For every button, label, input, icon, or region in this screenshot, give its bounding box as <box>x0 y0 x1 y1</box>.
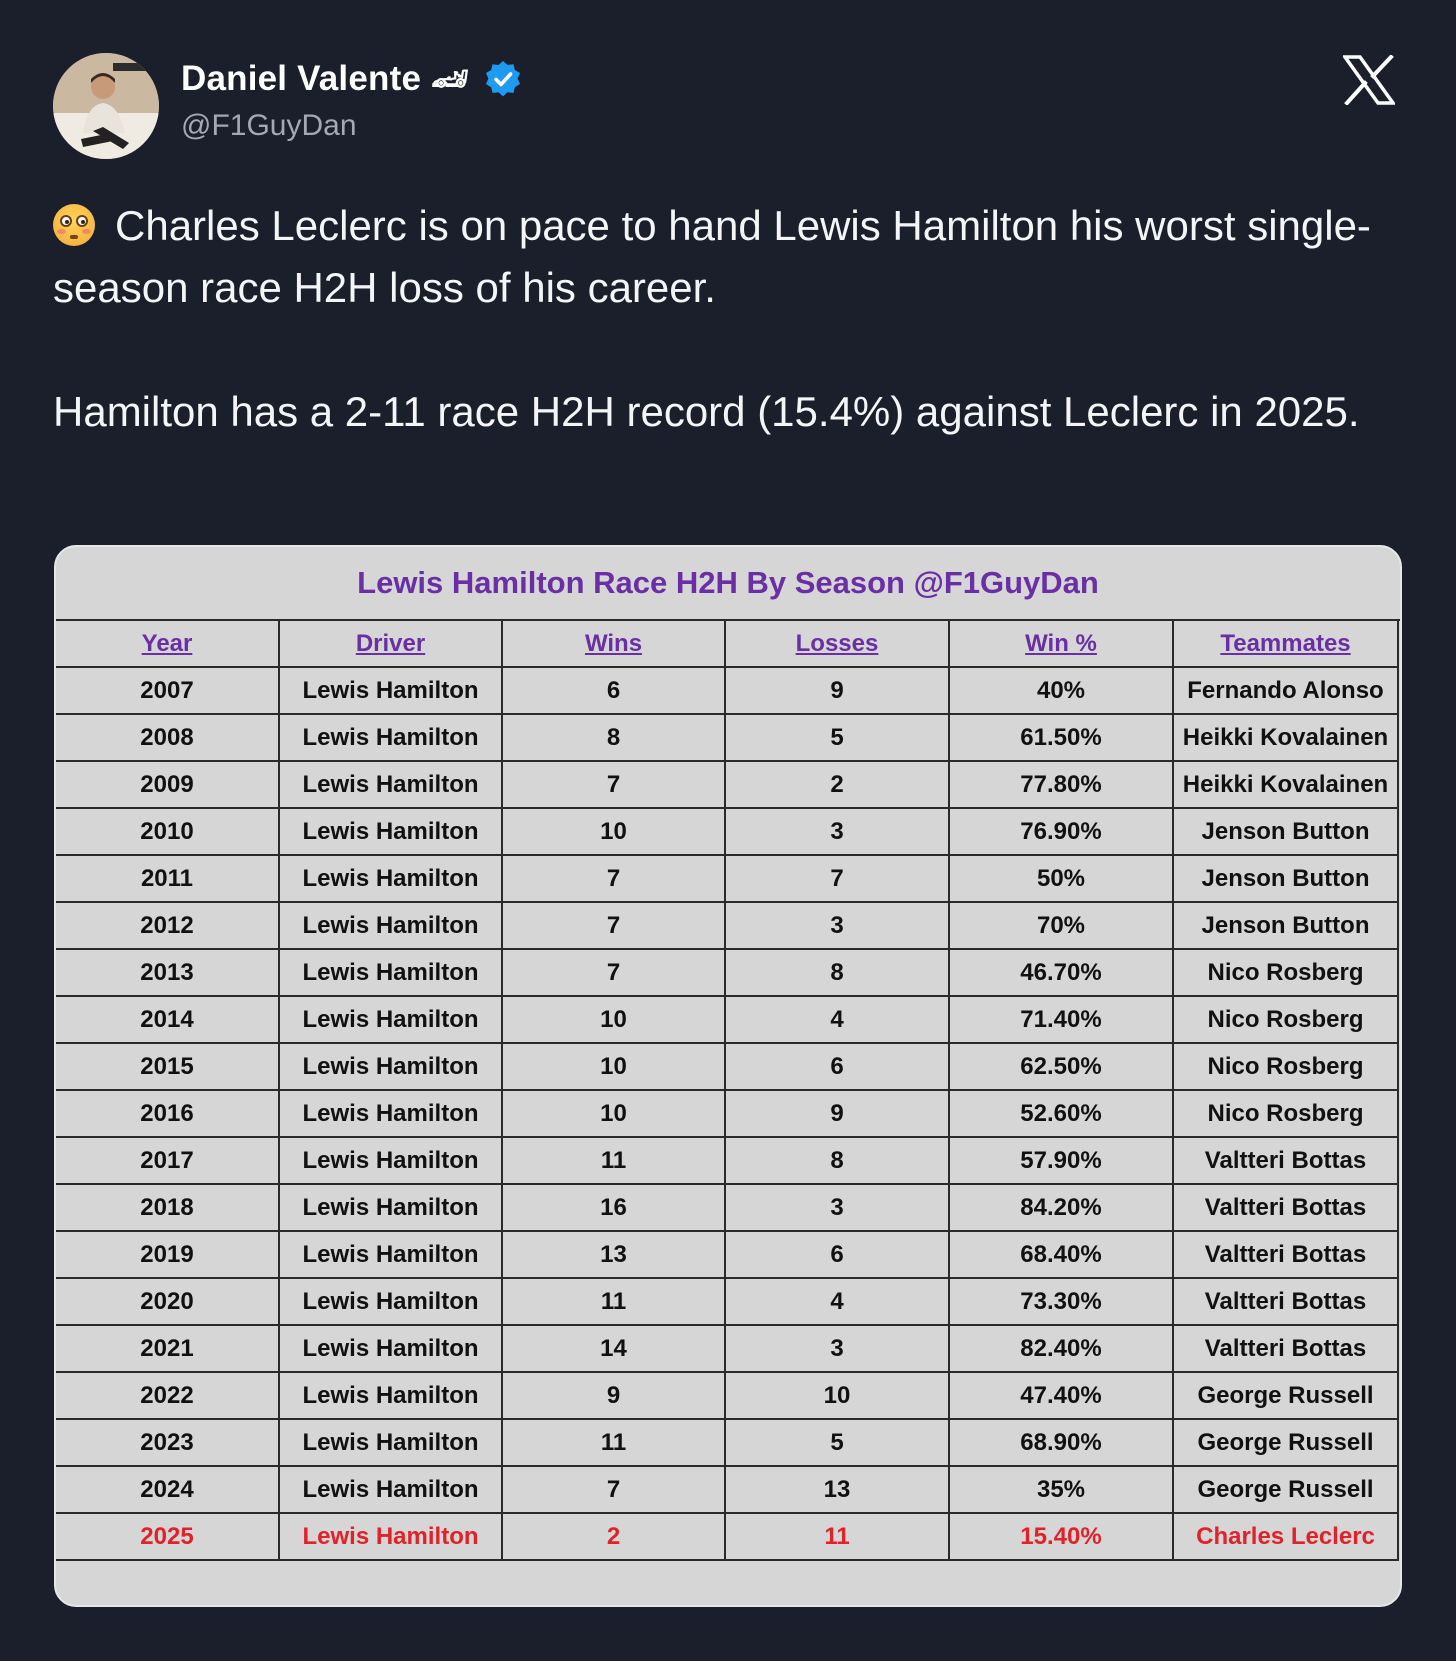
cell-driver: Lewis Hamilton <box>279 667 502 714</box>
header-win-pct: Win % <box>949 621 1173 667</box>
cell-losses: 9 <box>725 667 949 714</box>
table-row <box>56 1372 1398 1419</box>
cell-year: 2021 <box>56 1325 279 1372</box>
cell-teammate: George Russell <box>1173 1419 1398 1466</box>
table-row <box>56 761 1398 808</box>
tweet-media-image[interactable] <box>54 545 1402 1607</box>
cell-teammate: Valtteri Bottas <box>1173 1184 1398 1231</box>
cell-win-pct: 82.40% <box>949 1325 1173 1372</box>
cell-win-pct: 57.90% <box>949 1137 1173 1184</box>
cell-teammate: Nico Rosberg <box>1173 1090 1398 1137</box>
cell-wins: 2 <box>502 1513 725 1560</box>
cell-wins: 9 <box>502 1372 725 1419</box>
cell-losses: 3 <box>725 902 949 949</box>
table-row <box>56 808 1398 855</box>
cell-driver: Lewis Hamilton <box>279 1043 502 1090</box>
cell-teammate: George Russell <box>1173 1466 1398 1513</box>
cell-year: 2010 <box>56 808 279 855</box>
cell-wins: 11 <box>502 1419 725 1466</box>
cell-win-pct: 68.40% <box>949 1231 1173 1278</box>
cell-losses: 8 <box>725 949 949 996</box>
cell-year: 2008 <box>56 714 279 761</box>
table-body <box>56 667 1398 1560</box>
cell-win-pct: 73.30% <box>949 1278 1173 1325</box>
cell-year: 2016 <box>56 1090 279 1137</box>
table-title: Lewis Hamilton Race H2H By Season @F1GuyDan <box>56 547 1400 621</box>
cell-teammate: Heikki Kovalainen <box>1173 761 1398 808</box>
cell-win-pct: 47.40% <box>949 1372 1173 1419</box>
cell-losses: 5 <box>725 714 949 761</box>
cell-driver: Lewis Hamilton <box>279 1325 502 1372</box>
cell-losses: 8 <box>725 1137 949 1184</box>
cell-teammate: Nico Rosberg <box>1173 996 1398 1043</box>
table-row <box>56 996 1398 1043</box>
cell-wins: 10 <box>502 808 725 855</box>
cell-driver: Lewis Hamilton <box>279 1419 502 1466</box>
avatar[interactable] <box>53 53 159 159</box>
cell-losses: 3 <box>725 1325 949 1372</box>
cell-wins: 7 <box>502 761 725 808</box>
cell-teammate: Valtteri Bottas <box>1173 1137 1398 1184</box>
cell-win-pct: 35% <box>949 1466 1173 1513</box>
cell-losses: 13 <box>725 1466 949 1513</box>
cell-losses: 4 <box>725 996 949 1043</box>
cell-losses: 6 <box>725 1043 949 1090</box>
cell-win-pct: 50% <box>949 855 1173 902</box>
table-row <box>56 855 1398 902</box>
cell-wins: 10 <box>502 1090 725 1137</box>
cell-driver: Lewis Hamilton <box>279 1513 502 1560</box>
cell-losses: 10 <box>725 1372 949 1419</box>
cell-teammate: Valtteri Bottas <box>1173 1278 1398 1325</box>
cell-win-pct: 76.90% <box>949 808 1173 855</box>
tweet-line-1: Charles Leclerc is on pace to hand Lewis Hamilton his worst single-season race H2H loss of his career. <box>53 202 1371 311</box>
table-row <box>56 714 1398 761</box>
cell-win-pct: 61.50% <box>949 714 1173 761</box>
cell-wins: 7 <box>502 1466 725 1513</box>
cell-win-pct: 71.40% <box>949 996 1173 1043</box>
cell-teammate: Charles Leclerc <box>1173 1513 1398 1560</box>
cell-teammate: George Russell <box>1173 1372 1398 1419</box>
tweet-paragraph-1 <box>53 195 1403 319</box>
cell-teammate: Nico Rosberg <box>1173 949 1398 996</box>
cell-teammate: Nico Rosberg <box>1173 1043 1398 1090</box>
cell-win-pct: 46.70% <box>949 949 1173 996</box>
table-row <box>56 1419 1398 1466</box>
cell-teammate: Valtteri Bottas <box>1173 1231 1398 1278</box>
cell-losses: 3 <box>725 1184 949 1231</box>
table-row <box>56 667 1398 714</box>
cell-driver: Lewis Hamilton <box>279 808 502 855</box>
cell-teammate: Jenson Button <box>1173 855 1398 902</box>
cell-year: 2014 <box>56 996 279 1043</box>
cell-driver: Lewis Hamilton <box>279 949 502 996</box>
cell-win-pct: 84.20% <box>949 1184 1173 1231</box>
avatar-photo-icon <box>53 53 159 159</box>
cell-wins: 7 <box>502 855 725 902</box>
cell-driver: Lewis Hamilton <box>279 996 502 1043</box>
flushed-face-emoji <box>53 204 95 246</box>
tweet-header <box>53 53 1403 163</box>
cell-wins: 7 <box>502 949 725 996</box>
cell-wins: 7 <box>502 902 725 949</box>
cell-wins: 11 <box>502 1137 725 1184</box>
table-row <box>56 949 1398 996</box>
header-driver: Driver <box>279 621 502 667</box>
cell-year: 2015 <box>56 1043 279 1090</box>
cell-losses: 2 <box>725 761 949 808</box>
cell-driver: Lewis Hamilton <box>279 1278 502 1325</box>
table-row <box>56 1466 1398 1513</box>
table-row <box>56 1137 1398 1184</box>
verified-badge-icon[interactable] <box>483 59 523 99</box>
cell-losses: 9 <box>725 1090 949 1137</box>
cell-win-pct: 77.80% <box>949 761 1173 808</box>
race-car-icon: 🏎 <box>431 61 470 97</box>
tweet-body <box>53 195 1403 443</box>
cell-losses: 3 <box>725 808 949 855</box>
cell-year: 2011 <box>56 855 279 902</box>
cell-year: 2025 <box>56 1513 279 1560</box>
cell-year: 2022 <box>56 1372 279 1419</box>
cell-year: 2018 <box>56 1184 279 1231</box>
cell-wins: 10 <box>502 1043 725 1090</box>
h2h-table <box>56 621 1399 1561</box>
header-losses: Losses <box>725 621 949 667</box>
author-display-name[interactable]: Daniel Valente <box>181 59 422 98</box>
cell-year: 2023 <box>56 1419 279 1466</box>
cell-win-pct: 40% <box>949 667 1173 714</box>
cell-year: 2007 <box>56 667 279 714</box>
table-row <box>56 1043 1398 1090</box>
table-row <box>56 1278 1398 1325</box>
cell-losses: 11 <box>725 1513 949 1560</box>
cell-wins: 11 <box>502 1278 725 1325</box>
x-logo-icon[interactable] <box>1343 55 1395 105</box>
tweet-paragraph-2: Hamilton has a 2-11 race H2H record (15.4%) against Leclerc in 2025. <box>53 388 1360 435</box>
cell-wins: 14 <box>502 1325 725 1372</box>
cell-driver: Lewis Hamilton <box>279 761 502 808</box>
cell-driver: Lewis Hamilton <box>279 1090 502 1137</box>
table-header-row <box>56 621 1398 667</box>
header-year: Year <box>56 621 279 667</box>
cell-teammate: Heikki Kovalainen <box>1173 714 1398 761</box>
cell-driver: Lewis Hamilton <box>279 714 502 761</box>
header-wins: Wins <box>502 621 725 667</box>
cell-driver: Lewis Hamilton <box>279 855 502 902</box>
cell-year: 2012 <box>56 902 279 949</box>
author-handle[interactable]: @F1GuyDan <box>181 109 357 142</box>
cell-year: 2020 <box>56 1278 279 1325</box>
cell-driver: Lewis Hamilton <box>279 1372 502 1419</box>
cell-driver: Lewis Hamilton <box>279 1184 502 1231</box>
table-row <box>56 1184 1398 1231</box>
cell-teammate: Valtteri Bottas <box>1173 1325 1398 1372</box>
cell-losses: 5 <box>725 1419 949 1466</box>
cell-wins: 16 <box>502 1184 725 1231</box>
cell-driver: Lewis Hamilton <box>279 1137 502 1184</box>
cell-losses: 6 <box>725 1231 949 1278</box>
cell-year: 2009 <box>56 761 279 808</box>
cell-win-pct: 15.40% <box>949 1513 1173 1560</box>
cell-win-pct: 68.90% <box>949 1419 1173 1466</box>
cell-losses: 4 <box>725 1278 949 1325</box>
cell-teammate: Jenson Button <box>1173 902 1398 949</box>
cell-year: 2017 <box>56 1137 279 1184</box>
table-row <box>56 1325 1398 1372</box>
cell-wins: 6 <box>502 667 725 714</box>
cell-driver: Lewis Hamilton <box>279 902 502 949</box>
cell-driver: Lewis Hamilton <box>279 1231 502 1278</box>
table-row <box>56 1231 1398 1278</box>
cell-wins: 10 <box>502 996 725 1043</box>
table-row <box>56 902 1398 949</box>
cell-losses: 7 <box>725 855 949 902</box>
cell-wins: 8 <box>502 714 725 761</box>
cell-teammate: Jenson Button <box>1173 808 1398 855</box>
cell-year: 2013 <box>56 949 279 996</box>
table-row <box>56 1513 1398 1560</box>
cell-win-pct: 52.60% <box>949 1090 1173 1137</box>
cell-win-pct: 70% <box>949 902 1173 949</box>
cell-win-pct: 62.50% <box>949 1043 1173 1090</box>
cell-year: 2019 <box>56 1231 279 1278</box>
cell-driver: Lewis Hamilton <box>279 1466 502 1513</box>
cell-teammate: Fernando Alonso <box>1173 667 1398 714</box>
table-row <box>56 1090 1398 1137</box>
header-teammates: Teammates <box>1173 621 1398 667</box>
cell-year: 2024 <box>56 1466 279 1513</box>
cell-wins: 13 <box>502 1231 725 1278</box>
